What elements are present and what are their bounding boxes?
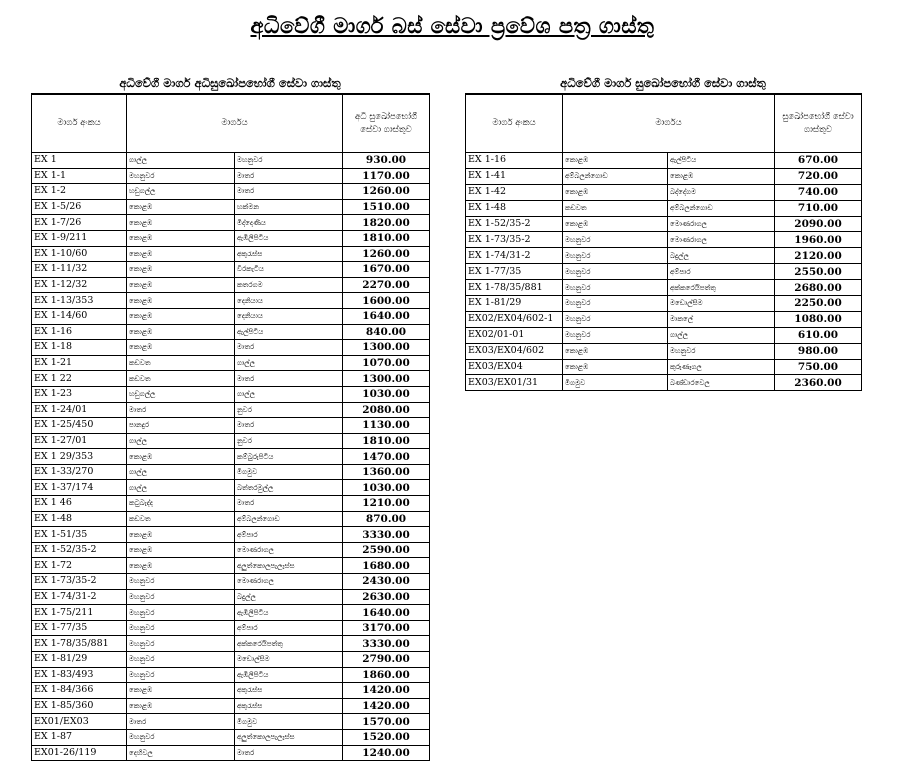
fee-cell: 1300.00 (343, 340, 430, 356)
fee-cell: 1240.00 (343, 745, 430, 761)
destination-cell: මාතර (235, 496, 343, 512)
destination-cell: ගාල්ල (235, 355, 343, 371)
destination-cell: බදුල්ල (668, 248, 775, 264)
destination-cell: බත්තරමුල්ල (235, 480, 343, 496)
destination-cell: අම්බලන්ගොඩ (668, 200, 775, 216)
destination-cell: දෙනියාය (235, 293, 343, 309)
route-number-cell: EX 1-84/366 (32, 683, 127, 699)
route-header: මාර්ගය (127, 94, 343, 153)
table-row (32, 371, 430, 387)
origin-cell: මහනුවර (563, 296, 668, 312)
origin-cell: හඩුගල්ල (127, 184, 235, 200)
destination-cell: ඇඹිලිපිටිය (235, 230, 343, 246)
route-number-cell: EX 1-5/26 (32, 199, 127, 215)
fee-cell: 1420.00 (343, 683, 430, 699)
destination-cell: කුරුණෑගල (668, 359, 775, 375)
origin-cell: කොළඹ (127, 698, 235, 714)
table-row (466, 327, 862, 343)
fee-cell: 750.00 (775, 359, 862, 375)
table-row (466, 375, 862, 391)
origin-cell: කොළඹ (127, 340, 235, 356)
origin-cell: මහනුවර (127, 620, 235, 636)
route-number-cell: EX 1-81/29 (466, 296, 563, 312)
table-row (32, 246, 430, 262)
destination-cell: අම්පාර (235, 527, 343, 543)
origin-cell: කොළඹ (127, 308, 235, 324)
table-row (466, 232, 862, 248)
route-number-cell: EX 1-74/31-2 (32, 589, 127, 605)
destination-cell: බණ්ඩාරවෙල (668, 375, 775, 391)
origin-cell: මහනුවර (127, 605, 235, 621)
origin-cell: මහනුවර (563, 327, 668, 343)
table-row (32, 511, 430, 527)
route-number-cell: EX01-26/119 (32, 745, 127, 761)
origin-cell: මහනුවර (127, 636, 235, 652)
origin-cell: මාතර (127, 714, 235, 730)
table-row (32, 464, 430, 480)
table-row (32, 620, 430, 636)
route-number-cell: EX 1 29/353 (32, 449, 127, 465)
route-number-cell: EX 1-78/35/881 (466, 280, 563, 296)
table-row (32, 308, 430, 324)
left-table-subtitle: අධිවේගී මාර්ග අධිසුඛෝපභෝගී සේවා ගාස්තු (119, 76, 341, 90)
fee-header: අධි සුඛෝපභෝගී සේවා ගාස්තුව (343, 94, 430, 153)
destination-cell: මාතර (235, 418, 343, 434)
origin-cell: කඩවත (127, 511, 235, 527)
table-row (32, 698, 430, 714)
destination-cell: මහනුවර (235, 153, 343, 169)
fee-cell: 870.00 (343, 511, 430, 527)
route-number-cell: EX 1-48 (466, 200, 563, 216)
table-row (32, 277, 430, 293)
destination-cell: ඇල්පිටිය (668, 153, 775, 169)
fee-cell: 1030.00 (343, 480, 430, 496)
route-number-cell: EX 1-12/32 (32, 277, 127, 293)
table-row (32, 199, 430, 215)
table-row (466, 311, 862, 327)
route-number-cell: EX 1-13/353 (32, 293, 127, 309)
fee-cell: 1810.00 (343, 433, 430, 449)
route-number-cell: EX 1-1 (32, 168, 127, 184)
table-row (32, 729, 430, 745)
destination-cell: මිද්දෙණිය (235, 215, 343, 231)
origin-cell: කොළඹ (127, 293, 235, 309)
destination-cell: අකුරැස්ස (235, 246, 343, 262)
fee-cell: 840.00 (343, 324, 430, 340)
destination-cell: ඇඹිලිපිටිය (235, 605, 343, 621)
route-number-cell: EX 1-11/32 (32, 262, 127, 278)
table-row (32, 558, 430, 574)
destination-cell: අලුත්කොලපැලැස්ස (235, 729, 343, 745)
table-row (32, 433, 430, 449)
table-row (32, 184, 430, 200)
origin-cell: මීගමුව (563, 375, 668, 391)
destination-cell: අම්පාර (235, 620, 343, 636)
fee-cell: 1260.00 (343, 246, 430, 262)
destination-cell: මීගමුව (235, 714, 343, 730)
destination-cell: මාතර (235, 340, 343, 356)
origin-cell: කොළඹ (563, 153, 668, 169)
route-number-cell: EX 1-24/01 (32, 402, 127, 418)
route-number-cell: EX 1-16 (32, 324, 127, 340)
fee-cell: 2680.00 (775, 280, 862, 296)
destination-cell: අක්කරෙයිපත්තු (235, 636, 343, 652)
fee-cell: 2270.00 (343, 277, 430, 293)
table-row (466, 280, 862, 296)
fee-cell: 2430.00 (343, 574, 430, 590)
fee-cell: 1510.00 (343, 199, 430, 215)
route-number-cell: EX 1-83/493 (32, 667, 127, 683)
table-row (32, 574, 430, 590)
route-number-cell: EX 1 22 (32, 371, 127, 387)
route-number-cell: EX 1-74/31-2 (466, 248, 563, 264)
destination-cell: ඇඹිලිපිටිය (235, 667, 343, 683)
fee-cell: 2120.00 (775, 248, 862, 264)
destination-cell: බද්දේගම (668, 184, 775, 200)
destination-cell: මාතර (235, 184, 343, 200)
destination-cell: අම්පාර (668, 264, 775, 280)
table-row (32, 215, 430, 231)
fee-cell: 3330.00 (343, 636, 430, 652)
table-row (32, 527, 430, 543)
route-number-cell: EX 1-75/211 (32, 605, 127, 621)
origin-cell: කඩවත (127, 355, 235, 371)
route-number-cell: EX 1-77/35 (32, 620, 127, 636)
table-row (32, 230, 430, 246)
destination-cell: අකුරැස්ස (235, 698, 343, 714)
fee-cell: 1260.00 (343, 184, 430, 200)
table-row (32, 386, 430, 402)
origin-cell: මහනුවර (127, 652, 235, 668)
route-number-cell: EX02/01-01 (466, 327, 563, 343)
destination-cell: අලුත්කොලපැලැස්ස (235, 558, 343, 574)
fee-cell: 1680.00 (343, 558, 430, 574)
fee-cell: 2090.00 (775, 216, 862, 232)
origin-cell: මහනුවර (563, 280, 668, 296)
destination-cell: නුවර (235, 433, 343, 449)
route-number-cell: EX03/EX01/31 (466, 375, 563, 391)
route-number-cell: EX 1-10/60 (32, 246, 127, 262)
table-row (32, 589, 430, 605)
fee-cell: 3330.00 (343, 527, 430, 543)
destination-cell: මීගමුව (235, 464, 343, 480)
origin-cell: මහනුවර (563, 232, 668, 248)
origin-cell: කොළඹ (563, 359, 668, 375)
origin-cell: දෙහිවල (127, 745, 235, 761)
table-row (466, 216, 862, 232)
fee-cell: 1520.00 (343, 729, 430, 745)
route-number-header: මාර්ග අංකය (32, 94, 127, 153)
table-row (32, 153, 430, 169)
fee-cell: 720.00 (775, 168, 862, 184)
fee-cell: 610.00 (775, 327, 862, 343)
table-row (32, 355, 430, 371)
route-number-cell: EX 1 (32, 153, 127, 169)
fee-cell: 1080.00 (775, 311, 862, 327)
fee-cell: 1420.00 (343, 698, 430, 714)
route-number-cell: EX 1-81/29 (32, 652, 127, 668)
origin-cell: කඩවත (563, 200, 668, 216)
destination-cell: කතරගම (235, 277, 343, 293)
route-number-cell: EX 1-41 (466, 168, 563, 184)
origin-cell: කොළඹ (563, 184, 668, 200)
route-number-cell: EX01/EX03 (32, 714, 127, 730)
table-row (32, 168, 430, 184)
origin-cell: අම්බලන්ගොඩ (563, 168, 668, 184)
route-number-cell: EX 1-48 (32, 511, 127, 527)
fee-cell: 2080.00 (343, 402, 430, 418)
route-number-cell: EX 1-21 (32, 355, 127, 371)
table-row (466, 343, 862, 359)
table-row (32, 418, 430, 434)
table-row (32, 324, 430, 340)
table-row (32, 745, 430, 761)
right-table-subtitle: අධිවේගී මාර්ග සුඛෝපභෝගී සේවා ගාස්තු (560, 76, 766, 90)
table-row (466, 184, 862, 200)
fee-cell: 2360.00 (775, 375, 862, 391)
fee-cell: 1960.00 (775, 232, 862, 248)
destination-cell: මාතර (235, 745, 343, 761)
route-number-cell: EX 1-16 (466, 153, 563, 169)
route-number-cell: EX 1-72 (32, 558, 127, 574)
origin-cell: මහනුවර (127, 168, 235, 184)
route-number-cell: EX 1-37/174 (32, 480, 127, 496)
super-luxury-fare-table (31, 93, 430, 761)
fee-cell: 1670.00 (343, 262, 430, 278)
table-row (32, 293, 430, 309)
origin-cell: ගාල්ල (127, 153, 235, 169)
table-row (32, 402, 430, 418)
fee-cell: 2550.00 (775, 264, 862, 280)
destination-cell: නුවර (235, 402, 343, 418)
destination-cell: මාතර (235, 371, 343, 387)
table-row (466, 264, 862, 280)
origin-cell: ගාල්ල (127, 433, 235, 449)
table-row (466, 248, 862, 264)
origin-cell: කොළඹ (127, 527, 235, 543)
origin-cell: හඩුගල්ල (127, 386, 235, 402)
fee-cell: 2790.00 (343, 652, 430, 668)
route-number-cell: EX 1-7/26 (32, 215, 127, 231)
origin-cell: කොළඹ (563, 216, 668, 232)
origin-cell: කොළඹ (127, 230, 235, 246)
origin-cell: මහනුවර (127, 589, 235, 605)
route-number-cell: EX 1-27/01 (32, 433, 127, 449)
destination-cell: ගාල්ල (668, 327, 775, 343)
route-number-cell: EX 1-77/35 (466, 264, 563, 280)
origin-cell: කොළඹ (127, 449, 235, 465)
destination-cell: මොණරාගල (668, 232, 775, 248)
origin-cell: කොළඹ (127, 558, 235, 574)
origin-cell: කොළඹ (127, 199, 235, 215)
fee-cell: 1170.00 (343, 168, 430, 184)
origin-cell: මහනුවර (127, 729, 235, 745)
route-number-cell: EX 1-85/360 (32, 698, 127, 714)
route-number-cell: EX 1-73/35-2 (32, 574, 127, 590)
fee-cell: 1810.00 (343, 230, 430, 246)
origin-cell: කොළඹ (127, 277, 235, 293)
destination-cell: අකුරැස්ස (235, 683, 343, 699)
fee-cell: 1300.00 (343, 371, 430, 387)
origin-cell: මහනුවර (127, 667, 235, 683)
destination-cell: ඇල්පිටිය (235, 324, 343, 340)
table-row (466, 168, 862, 184)
route-number-cell: EX 1-23 (32, 386, 127, 402)
fee-cell: 1070.00 (343, 355, 430, 371)
luxury-fare-table (465, 93, 862, 391)
origin-cell: ගාල්ල (127, 464, 235, 480)
fee-cell: 2630.00 (343, 589, 430, 605)
origin-cell: කොළඹ (127, 324, 235, 340)
table-row (32, 262, 430, 278)
route-number-cell: EX 1-9/211 (32, 230, 127, 246)
fee-cell: 1030.00 (343, 386, 430, 402)
fee-cell: 930.00 (343, 153, 430, 169)
table-row (32, 496, 430, 512)
route-number-cell: EX 1 46 (32, 496, 127, 512)
fee-header: සුඛෝපභෝගී සේවා ගාස්තුව (775, 94, 862, 153)
fee-cell: 1130.00 (343, 418, 430, 434)
destination-cell: අම්බලන්ගොඩ (235, 511, 343, 527)
table-row (466, 296, 862, 312)
fee-cell: 710.00 (775, 200, 862, 216)
route-number-cell: EX 1-2 (32, 184, 127, 200)
destination-cell: මොණරාගල (668, 216, 775, 232)
fee-cell: 3170.00 (343, 620, 430, 636)
origin-cell: කොළඹ (127, 262, 235, 278)
route-number-cell: EX02/EX04/602-1 (466, 311, 563, 327)
origin-cell: මහනුවර (563, 311, 668, 327)
fee-cell: 1640.00 (343, 605, 430, 621)
fee-cell: 1210.00 (343, 496, 430, 512)
route-number-cell: EX 1-25/450 (32, 418, 127, 434)
table-row (32, 480, 430, 496)
destination-cell: මාකලේ (668, 311, 775, 327)
table-row (32, 667, 430, 683)
destination-cell: බදුල්ල (235, 589, 343, 605)
route-number-cell: EX 1-18 (32, 340, 127, 356)
fee-cell: 2590.00 (343, 542, 430, 558)
origin-cell: කොළඹ (127, 683, 235, 699)
destination-cell: දෙනියාය (235, 308, 343, 324)
origin-cell: මාතර (127, 402, 235, 418)
fee-cell: 1640.00 (343, 308, 430, 324)
destination-cell: ගාල්ල (235, 386, 343, 402)
fee-cell: 2250.00 (775, 296, 862, 312)
origin-cell: පානදුර (127, 418, 235, 434)
destination-cell: කොළඹ (668, 168, 775, 184)
destination-cell: කම්බුරුපිටිය (235, 449, 343, 465)
origin-cell: කොළඹ (127, 246, 235, 262)
origin-cell: මහනුවර (563, 248, 668, 264)
table-row (32, 340, 430, 356)
fee-cell: 1860.00 (343, 667, 430, 683)
table-row (466, 200, 862, 216)
route-number-cell: EX 1-52/35-2 (32, 542, 127, 558)
table-row (32, 542, 430, 558)
fee-cell: 1360.00 (343, 464, 430, 480)
destination-cell: මාතර (235, 168, 343, 184)
route-number-header: මාර්ග අංකය (466, 94, 563, 153)
destination-cell: වීරකැටිය (235, 262, 343, 278)
destination-cell: මොණරාගල (235, 574, 343, 590)
fee-cell: 670.00 (775, 153, 862, 169)
fee-cell: 1600.00 (343, 293, 430, 309)
route-number-cell: EX 1-14/60 (32, 308, 127, 324)
page-title: අධිවේගී මාර්ග බස් සේවා ප්‍රවේශ පත්‍ර ගාස්තු (250, 14, 655, 38)
origin-cell: කොළඹ (127, 215, 235, 231)
fee-cell: 1470.00 (343, 449, 430, 465)
route-number-cell: EX 1-87 (32, 729, 127, 745)
table-row (466, 359, 862, 375)
fee-cell: 980.00 (775, 343, 862, 359)
origin-cell: කඩවත (127, 371, 235, 387)
table-row (466, 153, 862, 169)
table-row (32, 683, 430, 699)
table-row (32, 605, 430, 621)
destination-cell: අක්කරෙයිපත්තු (668, 280, 775, 296)
origin-cell: මහනුවර (127, 574, 235, 590)
table-row (32, 714, 430, 730)
route-number-cell: EX 1-51/35 (32, 527, 127, 543)
route-number-cell: EX 1-78/35/881 (32, 636, 127, 652)
destination-cell: මඩොල්සිම (668, 296, 775, 312)
route-number-cell: EX03/EX04 (466, 359, 563, 375)
destination-cell: මොණරාගල (235, 542, 343, 558)
route-number-cell: EX 1-73/35-2 (466, 232, 563, 248)
origin-cell: ගාල්ල (127, 480, 235, 496)
origin-cell: මහනුවර (563, 264, 668, 280)
route-number-cell: EX03/EX04/602 (466, 343, 563, 359)
table-row (32, 652, 430, 668)
origin-cell: කොළඹ (563, 343, 668, 359)
route-header: මාර්ගය (563, 94, 775, 153)
destination-cell: හක්මන (235, 199, 343, 215)
fee-cell: 1820.00 (343, 215, 430, 231)
fee-cell: 1570.00 (343, 714, 430, 730)
route-number-cell: EX 1-52/35-2 (466, 216, 563, 232)
origin-cell: කොළඹ (127, 542, 235, 558)
table-row (32, 449, 430, 465)
route-number-cell: EX 1-33/270 (32, 464, 127, 480)
destination-cell: මඩොල්සිම (235, 652, 343, 668)
table-row (32, 636, 430, 652)
origin-cell: කටුබැද්ද (127, 496, 235, 512)
fee-cell: 740.00 (775, 184, 862, 200)
destination-cell: මහනුවර (668, 343, 775, 359)
route-number-cell: EX 1-42 (466, 184, 563, 200)
